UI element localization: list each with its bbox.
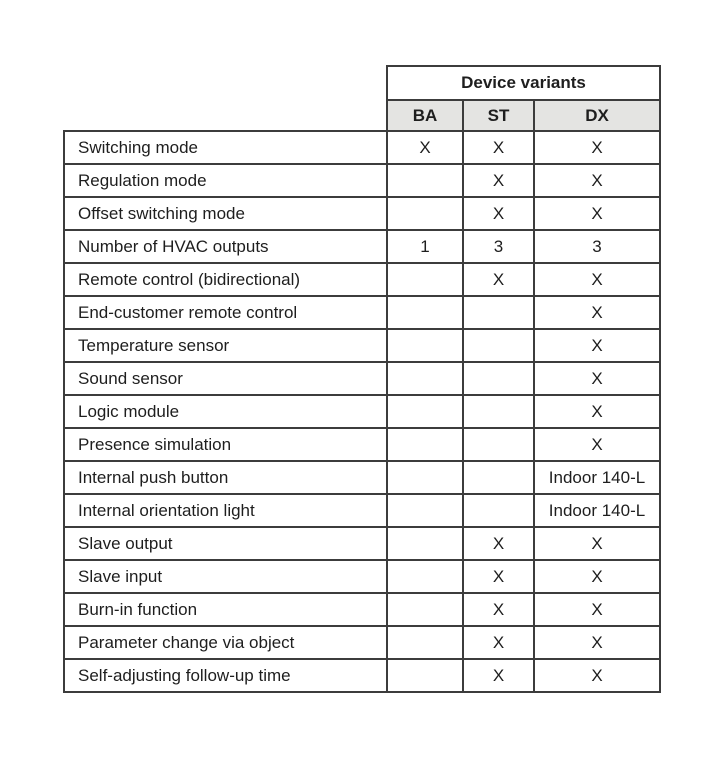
- row-label: Temperature sensor: [64, 329, 387, 362]
- cell-dx: X: [534, 164, 660, 197]
- cell-dx: X: [534, 659, 660, 692]
- row-label: Slave input: [64, 560, 387, 593]
- cell-dx: 3: [534, 230, 660, 263]
- cell-dx: X: [534, 626, 660, 659]
- cell-ba: 1: [387, 230, 463, 263]
- cell-dx: X: [534, 131, 660, 164]
- table-row: [64, 296, 660, 329]
- row-label: Internal push button: [64, 461, 387, 494]
- cell-st: X: [463, 626, 534, 659]
- cell-st: [463, 461, 534, 494]
- header-spacer: [64, 100, 387, 131]
- cell-st: [463, 395, 534, 428]
- table-row: [64, 197, 660, 230]
- cell-st: [463, 362, 534, 395]
- row-label: Internal orientation light: [64, 494, 387, 527]
- cell-ba: [387, 197, 463, 230]
- cell-dx: Indoor 140-L: [534, 494, 660, 527]
- row-label: Parameter change via object: [64, 626, 387, 659]
- cell-ba: [387, 560, 463, 593]
- column-header-dx: DX: [534, 100, 660, 131]
- cell-st: X: [463, 197, 534, 230]
- cell-ba: [387, 593, 463, 626]
- table-row: [64, 527, 660, 560]
- cell-st: [463, 428, 534, 461]
- cell-st: X: [463, 527, 534, 560]
- cell-st: [463, 329, 534, 362]
- row-label: Number of HVAC outputs: [64, 230, 387, 263]
- table-row: [64, 263, 660, 296]
- cell-ba: [387, 362, 463, 395]
- table-row: [64, 593, 660, 626]
- table-body: [64, 131, 660, 692]
- cell-st: X: [463, 164, 534, 197]
- row-label: End-customer remote control: [64, 296, 387, 329]
- group-header-label: Device variants: [387, 66, 660, 100]
- cell-dx: X: [534, 329, 660, 362]
- cell-ba: [387, 428, 463, 461]
- header-spacer: [64, 66, 387, 100]
- cell-ba: [387, 329, 463, 362]
- cell-ba: X: [387, 131, 463, 164]
- row-label: Sound sensor: [64, 362, 387, 395]
- cell-dx: X: [534, 197, 660, 230]
- table-row: [64, 131, 660, 164]
- table-row: [64, 560, 660, 593]
- cell-st: 3: [463, 230, 534, 263]
- cell-ba: [387, 395, 463, 428]
- row-label: Burn-in function: [64, 593, 387, 626]
- cell-ba: [387, 461, 463, 494]
- cell-dx: X: [534, 527, 660, 560]
- cell-ba: [387, 659, 463, 692]
- table-row: [64, 362, 660, 395]
- column-header-st: ST: [463, 100, 534, 131]
- cell-st: X: [463, 263, 534, 296]
- row-label: Offset switching mode: [64, 197, 387, 230]
- cell-dx: X: [534, 296, 660, 329]
- cell-ba: [387, 527, 463, 560]
- cell-dx: X: [534, 593, 660, 626]
- cell-dx: Indoor 140-L: [534, 461, 660, 494]
- table-row: [64, 428, 660, 461]
- cell-st: X: [463, 560, 534, 593]
- table-row: [64, 494, 660, 527]
- row-label: Presence simulation: [64, 428, 387, 461]
- cell-st: X: [463, 659, 534, 692]
- cell-ba: [387, 263, 463, 296]
- table-row: [64, 461, 660, 494]
- row-label: Switching mode: [64, 131, 387, 164]
- table-row: [64, 659, 660, 692]
- group-header-row: [64, 66, 660, 100]
- cell-dx: X: [534, 362, 660, 395]
- device-variants-table: [63, 65, 661, 693]
- cell-ba: [387, 626, 463, 659]
- column-header-ba: BA: [387, 100, 463, 131]
- table-row: [64, 230, 660, 263]
- table-row: [64, 164, 660, 197]
- cell-st: X: [463, 593, 534, 626]
- row-label: Remote control (bidirectional): [64, 263, 387, 296]
- cell-st: [463, 494, 534, 527]
- table-row: [64, 626, 660, 659]
- row-label: Slave output: [64, 527, 387, 560]
- cell-ba: [387, 164, 463, 197]
- cell-dx: X: [534, 395, 660, 428]
- cell-ba: [387, 494, 463, 527]
- row-label: Regulation mode: [64, 164, 387, 197]
- cell-st: X: [463, 131, 534, 164]
- table-header: [64, 66, 660, 131]
- column-header-row: [64, 100, 660, 131]
- cell-st: [463, 296, 534, 329]
- table-row: [64, 395, 660, 428]
- cell-dx: X: [534, 560, 660, 593]
- table-row: [64, 329, 660, 362]
- cell-dx: X: [534, 263, 660, 296]
- row-label: Logic module: [64, 395, 387, 428]
- cell-ba: [387, 296, 463, 329]
- cell-dx: X: [534, 428, 660, 461]
- row-label: Self-adjusting follow-up time: [64, 659, 387, 692]
